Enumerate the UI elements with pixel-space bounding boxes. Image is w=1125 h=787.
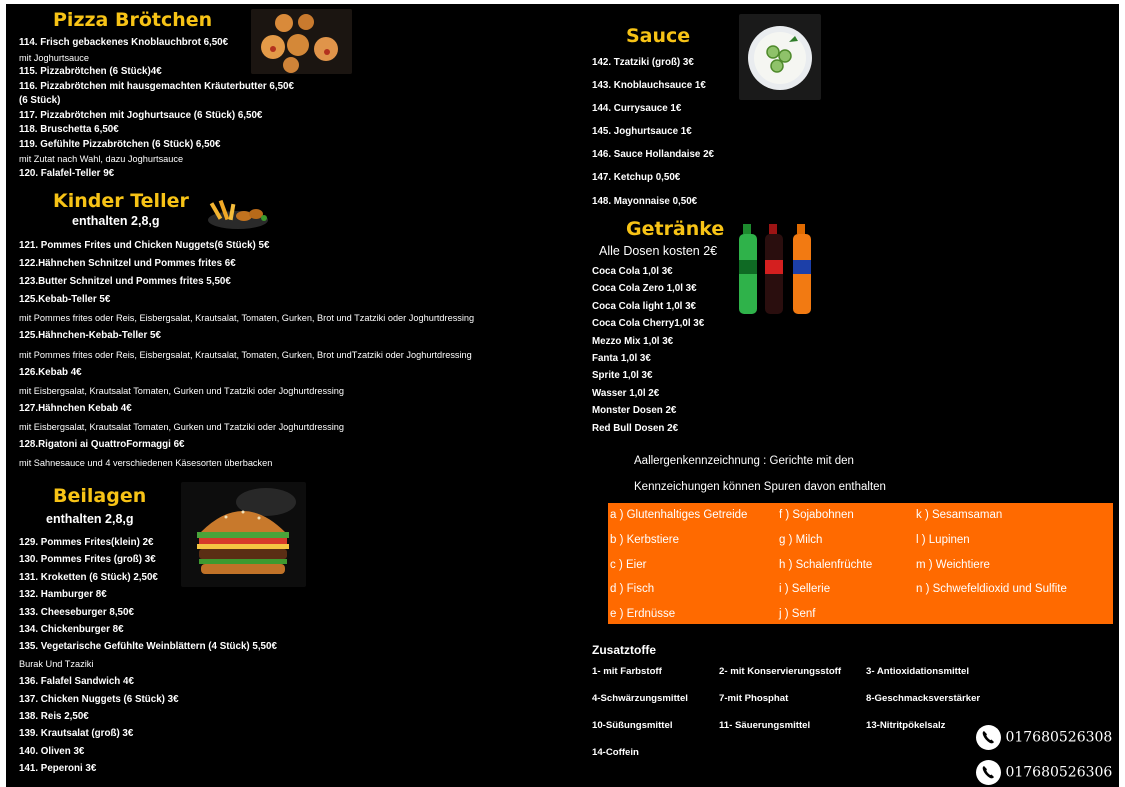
menu-item: Mezzo Mix 1,0l 3€ <box>592 335 674 347</box>
menu-note: mit Zutat nach Wahl, dazu Joghurtsauce <box>19 154 184 164</box>
allergen-item: e ) Erdnüsse <box>610 608 676 621</box>
allergen-intro-line1: Aallergenkennzeichnung : Gerichte mit den <box>634 455 854 467</box>
kinder-plate-image <box>196 192 276 237</box>
menu-item: 141. Peperoni 3€ <box>19 763 97 775</box>
menu-item: Sprite 1,0l 3€ <box>592 370 653 382</box>
phone-icon <box>976 760 1001 785</box>
zusatz-item: 11- Säuerungsmittel <box>719 720 811 731</box>
menu-item: 130. Pommes Frites (groß) 3€ <box>19 554 156 566</box>
zusatz-item: 10-Süßungsmittel <box>592 720 673 731</box>
menu-item: 115. Pizzabrötchen (6 Stück)4€ <box>19 66 162 77</box>
menu-item: Coca Cola Zero 1,0l 3€ <box>592 283 697 295</box>
zusatz-item: 4-Schwärzungsmittel <box>592 693 688 704</box>
zusatz-item: 13-Nitritpökelsalz <box>866 720 946 731</box>
menu-note: Burak Und Tzaziki <box>19 658 94 669</box>
menu-item: 129. Pommes Frites(klein) 2€ <box>19 537 154 548</box>
zusatz-item: 2- mit Konservierungsstoff <box>719 666 842 677</box>
menu-item: 140. Oliven 3€ <box>19 745 85 757</box>
zusatz-item: 8-Geschmacksverstärker <box>866 693 981 704</box>
phone-icon <box>976 725 1001 750</box>
beilagen-subtitle: enthalten 2,8,g <box>46 512 134 526</box>
menu-note: mit Joghurtsauce <box>19 52 89 63</box>
beilagen-title: Beilagen <box>53 485 147 507</box>
pizza-list <box>19 36 294 181</box>
menu-item: 139. Krautsalat (groß) 3€ <box>19 728 134 740</box>
menu-item: Coca Cola Cherry1,0l 3€ <box>592 318 705 330</box>
beilagen-list <box>19 534 277 777</box>
sauce-title: Sauce <box>626 25 691 47</box>
menu-item: 137. Chicken Nuggets (6 Stück) 3€ <box>19 693 179 705</box>
menu-item: 118. Bruschetta 6,50€ <box>19 124 119 135</box>
menu-item: 134. Chickenburger 8€ <box>19 623 124 635</box>
allergen-intro-line2: Kennzeichungen können Spuren davon enthalten <box>634 481 886 493</box>
menu-item: 133. Cheeseburger 8,50€ <box>19 606 134 618</box>
menu-note: mit Eisbergsalat, Krautsalat Tomaten, Gurken und Tzatziki oder Joghurtdressing <box>19 385 344 396</box>
menu-item: Monster Dosen 2€ <box>592 405 677 417</box>
menu-item: 119. Gefühlte Pizzabrötchen (6 Stück) 6,50€ <box>19 138 221 150</box>
allergen-item: c ) Eier <box>610 558 647 571</box>
zusatz-item: 1- mit Farbstoff <box>592 666 662 677</box>
menu-note: mit Eisbergsalat, Krautsalat Tomaten, Gurken und Tzatziki oder Joghurtdressing <box>19 421 344 432</box>
allergen-item: a ) Glutenhaltiges Getreide <box>610 509 748 521</box>
phone-row-1[interactable] <box>976 725 1112 750</box>
phone-number-1: 017680526308 <box>1005 729 1113 746</box>
menu-item: Wasser 1,0l 2€ <box>592 387 660 399</box>
menu-page <box>6 4 1119 787</box>
menu-item: 127.Hähnchen Kebab 4€ <box>19 402 132 414</box>
allergen-item: m ) Weichtiere <box>916 558 990 571</box>
menu-item: 143. Knoblauchsauce 1€ <box>592 80 706 92</box>
zusatz-item: 14-Coffein <box>592 747 639 758</box>
zusatz-item: 3- Antioxidationsmittel <box>866 666 970 677</box>
menu-item: 120. Falafel-Teller 9€ <box>19 167 115 179</box>
menu-item: 147. Ketchup 0,50€ <box>592 172 681 184</box>
menu-item: 114. Frisch gebackenes Knoblauchbrot 6,50€ <box>19 37 229 48</box>
allergen-item: d ) Fisch <box>610 583 655 596</box>
allergen-item: f ) Sojabohnen <box>779 509 854 521</box>
allergen-item: n ) Schwefeldioxid und Sulfite <box>916 583 1067 596</box>
allergen-grid <box>608 503 1113 624</box>
menu-item: 138. Reis 2,50€ <box>19 710 89 722</box>
zusatz-item: 7-mit Phosphat <box>719 693 789 704</box>
kinder-title: Kinder Teller <box>53 190 189 212</box>
getraenke-subtitle: Alle Dosen kosten 2€ <box>599 244 718 258</box>
menu-item: 131. Kroketten (6 Stück) 2,50€ <box>19 571 158 583</box>
kinder-subtitle: enthalten 2,8,g <box>72 214 160 228</box>
pizza-title: Pizza Brötchen <box>53 9 213 31</box>
drinks-image <box>735 220 821 320</box>
menu-item: 125.Kebab-Teller 5€ <box>19 294 111 306</box>
menu-item: 132. Hamburger 8€ <box>19 589 107 601</box>
allergen-item: h ) Schalenfrüchte <box>779 558 873 571</box>
phone-row-2[interactable] <box>976 760 1112 785</box>
menu-item: 128.Rigatoni ai QuattroFormaggi 6€ <box>19 439 185 451</box>
allergen-item: l ) Lupinen <box>916 533 970 546</box>
menu-item: Coca Cola 1,0l 3€ <box>592 266 673 277</box>
menu-item: Fanta 1,0l 3€ <box>592 352 651 364</box>
menu-item: 125.Hähnchen-Kebab-Teller 5€ <box>19 330 161 342</box>
menu-item: 122.Hähnchen Schnitzel und Pommes frites 6€ <box>19 258 236 270</box>
tzatziki-image <box>739 14 821 100</box>
menu-item: 144. Currysauce 1€ <box>592 103 682 115</box>
menu-note: mit Pommes frites oder Reis, Eisbergsalat, Krautsalat, Tomaten, Gurken, Brot undTzatziki oder Joghurtdressing <box>19 349 472 360</box>
phone-number-2: 017680526306 <box>1005 764 1113 781</box>
getraenke-list <box>592 263 704 437</box>
sauce-list <box>592 51 714 213</box>
menu-item: 126.Kebab 4€ <box>19 366 82 378</box>
menu-item: 148. Mayonnaise 0,50€ <box>592 195 698 207</box>
menu-item: Coca Cola light 1,0l 3€ <box>592 300 696 312</box>
menu-item: 117. Pizzabrötchen mit Joghurtsauce (6 Stück) 6,50€ <box>19 109 263 121</box>
kinder-list <box>19 237 474 472</box>
menu-note: mit Pommes frites oder Reis, Eisbergsalat, Krautsalat, Tomaten, Gurken, Brot und Tzatziki oder Joghurtdressing <box>19 313 475 324</box>
menu-item: 116. Pizzabrötchen mit hausgemachten Kräuterbutter 6,50€ <box>19 80 294 92</box>
allergen-item: k ) Sesamsaman <box>916 509 1003 521</box>
menu-item: 136. Falafel Sandwich 4€ <box>19 676 134 688</box>
menu-item: 146. Sauce Hollandaise 2€ <box>592 149 714 161</box>
allergen-item: b ) Kerbstiere <box>610 533 680 546</box>
menu-item: Red Bull Dosen 2€ <box>592 422 679 434</box>
menu-item: 145. Joghurtsauce 1€ <box>592 126 692 138</box>
menu-item: 121. Pommes Frites und Chicken Nuggets(6 Stück) 5€ <box>19 240 270 251</box>
getraenke-title: Getränke <box>626 218 725 240</box>
menu-item: 123.Butter Schnitzel und Pommes frites 5,50€ <box>19 276 231 288</box>
menu-note: mit Sahnesauce und 4 verschiedenen Käsesorten überbacken <box>19 458 273 469</box>
menu-item: (6 Stück) <box>19 95 61 106</box>
menu-item: 142. Tzatziki (groß) 3€ <box>592 57 694 68</box>
allergen-item: j ) Senf <box>779 608 816 621</box>
menu-item: 135. Vegetarische Gefühlte Weinblättern (4 Stück) 5,50€ <box>19 641 277 653</box>
allergen-item: g ) Milch <box>779 533 823 546</box>
allergen-item: i ) Sellerie <box>779 583 831 596</box>
zusatz-title: Zusatztoffe <box>592 643 656 657</box>
